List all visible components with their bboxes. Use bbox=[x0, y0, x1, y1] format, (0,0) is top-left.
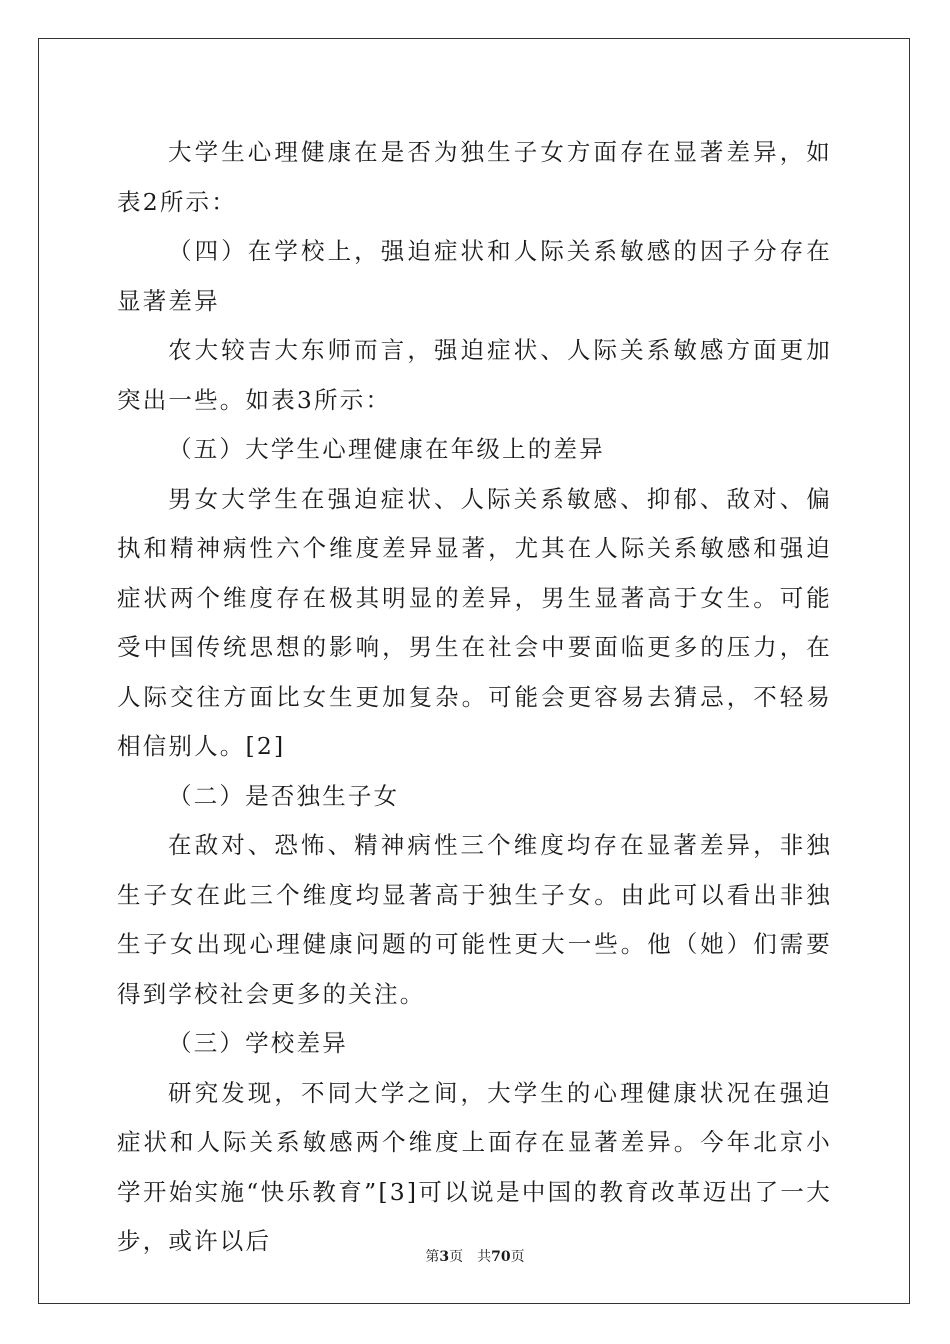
page-number: 3 bbox=[439, 1249, 450, 1265]
section-heading: （四）在学校上，强迫症状和人际关系敏感的因子分存在显著差异 bbox=[117, 237, 832, 315]
total-suffix: 页 bbox=[510, 1249, 525, 1265]
section-heading: （五）大学生心理健康在年级上的差异 bbox=[168, 435, 605, 463]
paragraph: 研究发现，不同大学之间，大学生的心理健康状况在强迫症状和人际关系敏感两个维度上面存在显著差异。今年北京小学开始实施“快乐教育”[3]可以说是中国的教育改革迈出了一大步，或许以后 bbox=[117, 1078, 832, 1255]
page-total: 70 bbox=[491, 1249, 511, 1265]
section-heading: （二）是否独生子女 bbox=[168, 781, 400, 810]
total-prefix: 共 bbox=[477, 1249, 492, 1265]
paragraph: 大学生心理健康在是否为独生子女方面存在显著差异，如表2所示： bbox=[117, 138, 832, 216]
page-suffix: 页 bbox=[449, 1249, 464, 1265]
paragraph: 农大较吉大东师而言，强迫症状、人际关系敏感方面更加突出一些。如表3所示： bbox=[117, 336, 832, 414]
document-body bbox=[117, 128, 832, 1267]
paragraph: 男女大学生在强迫症状、人际关系敏感、抑郁、敌对、偏执和精神病性六个维度差异显著，尤其在人际关系敏感和强迫症状两个维度存在极其明显的差异，男生显著高于女生。可能受中国传统思想的影响，男生在社会中要面临更多的压力，在人际交往方面比女生更加复杂。可能会更容易去猜忌，不轻易相信别人。[2] bbox=[117, 484, 832, 760]
section-heading: （三）学校差异 bbox=[168, 1029, 348, 1057]
page-footer bbox=[0, 1246, 950, 1266]
paragraph: 在敌对、恐怖、精神病性三个维度均存在显著差异，非独生子女在此三个维度均显著高于独生子女。由此可以看出非独生子女出现心理健康问题的可能性更大一些。他（她）们需要得到学校社会更多的关注。 bbox=[117, 831, 832, 1008]
page-prefix: 第 bbox=[425, 1249, 440, 1265]
